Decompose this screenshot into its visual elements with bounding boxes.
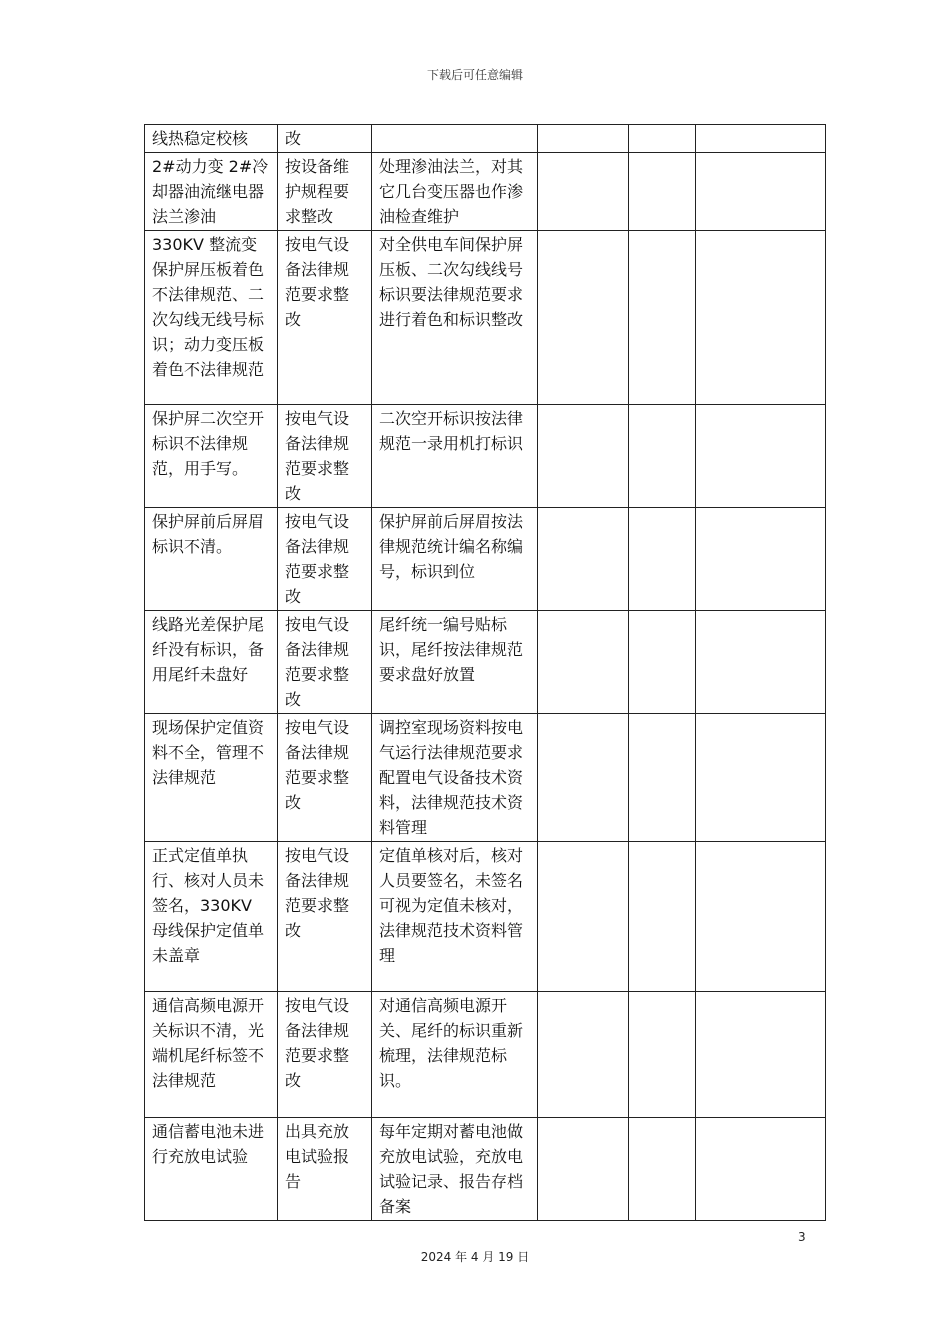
action-cell: 按电气设备法律规范要求整改 xyxy=(278,992,372,1118)
measure-cell: 二次空开标识按法律规范一录用机打标识 xyxy=(372,405,538,508)
empty-cell xyxy=(696,125,826,153)
empty-cell xyxy=(696,508,826,611)
page-number: 3 xyxy=(798,1230,806,1244)
measure-cell: 调控室现场资料按电气运行法律规范要求配置电气设备技术资料，法律规范技术资料管理 xyxy=(372,714,538,842)
empty-cell xyxy=(629,125,696,153)
table-row xyxy=(145,405,826,508)
table-row xyxy=(145,842,826,992)
measure-cell xyxy=(372,125,538,153)
action-cell: 按设备维护规程要求整改 xyxy=(278,153,372,231)
empty-cell xyxy=(696,992,826,1118)
empty-cell xyxy=(538,611,629,714)
empty-cell xyxy=(696,1118,826,1221)
footer-date: 2024 年 4 月 19 日 xyxy=(420,1250,530,1264)
issue-cell: 2#动力变 2#冷却器油流继电器法兰渗油 xyxy=(145,153,278,231)
measure-cell: 对通信高频电源开关、尾纤的标识重新梳理，法律规范标识。 xyxy=(372,992,538,1118)
empty-cell xyxy=(538,153,629,231)
empty-cell xyxy=(696,714,826,842)
table-row xyxy=(145,611,826,714)
issue-cell: 通信高频电源开关标识不清，光端机尾纤标签不法律规范 xyxy=(145,992,278,1118)
issue-cell: 正式定值单执行、核对人员未签名，330KV 母线保护定值单未盖章 xyxy=(145,842,278,992)
action-cell: 按电气设备法律规范要求整改 xyxy=(278,231,372,405)
empty-cell xyxy=(629,714,696,842)
empty-cell xyxy=(538,992,629,1118)
empty-cell xyxy=(696,842,826,992)
issue-cell: 通信蓄电池未进行充放电试验 xyxy=(145,1118,278,1221)
empty-cell xyxy=(696,231,826,405)
empty-cell xyxy=(538,714,629,842)
empty-cell xyxy=(538,231,629,405)
empty-cell xyxy=(696,405,826,508)
table-row xyxy=(145,153,826,231)
empty-cell xyxy=(629,153,696,231)
table-row xyxy=(145,992,826,1118)
measure-cell: 对全供电车间保护屏压板、二次勾线线号标识要法律规范要求进行着色和标识整改 xyxy=(372,231,538,405)
measure-cell: 尾纤统一编号贴标识，尾纤按法律规范要求盘好放置 xyxy=(372,611,538,714)
empty-cell xyxy=(629,992,696,1118)
empty-cell xyxy=(629,1118,696,1221)
page-header: 下载后可任意编辑 xyxy=(426,68,523,82)
empty-cell xyxy=(538,508,629,611)
table-row xyxy=(145,1118,826,1221)
empty-cell xyxy=(629,508,696,611)
empty-cell xyxy=(696,153,826,231)
action-cell: 改 xyxy=(278,125,372,153)
issue-cell: 线热稳定校核 xyxy=(145,125,278,153)
action-cell: 按电气设备法律规范要求整改 xyxy=(278,508,372,611)
measure-cell: 保护屏前后屏眉按法律规范统计编名称编号，标识到位 xyxy=(372,508,538,611)
issue-cell: 现场保护定值资料不全，管理不法律规范 xyxy=(145,714,278,842)
empty-cell xyxy=(538,1118,629,1221)
empty-cell xyxy=(629,842,696,992)
table-row xyxy=(145,125,826,153)
action-cell: 出具充放电试验报告 xyxy=(278,1118,372,1221)
action-cell: 按电气设备法律规范要求整改 xyxy=(278,714,372,842)
empty-cell xyxy=(538,405,629,508)
issue-cell: 330KV 整流变保护屏压板着色不法律规范、二次勾线无线号标识；动力变压板着色不法律规范 xyxy=(145,231,278,405)
action-cell: 按电气设备法律规范要求整改 xyxy=(278,842,372,992)
table-row xyxy=(145,714,826,842)
empty-cell xyxy=(629,611,696,714)
table-row xyxy=(145,508,826,611)
issue-cell: 保护屏前后屏眉标识不清。 xyxy=(145,508,278,611)
measure-cell: 每年定期对蓄电池做充放电试验，充放电试验记录、报告存档备案 xyxy=(372,1118,538,1221)
action-cell: 按电气设备法律规范要求整改 xyxy=(278,405,372,508)
empty-cell xyxy=(538,125,629,153)
empty-cell xyxy=(629,231,696,405)
empty-cell xyxy=(538,842,629,992)
measure-cell: 处理渗油法兰，对其它几台变压器也作渗油检查维护 xyxy=(372,153,538,231)
issue-cell: 线路光差保护尾纤没有标识，备用尾纤未盘好 xyxy=(145,611,278,714)
table-row xyxy=(145,231,826,405)
measure-cell: 定值单核对后，核对人员要签名，未签名可视为定值未核对，法律规范技术资料管理 xyxy=(372,842,538,992)
empty-cell xyxy=(696,611,826,714)
issue-cell: 保护屏二次空开标识不法律规范，用手写。 xyxy=(145,405,278,508)
rectification-table xyxy=(144,124,826,1221)
empty-cell xyxy=(629,405,696,508)
action-cell: 按电气设备法律规范要求整改 xyxy=(278,611,372,714)
